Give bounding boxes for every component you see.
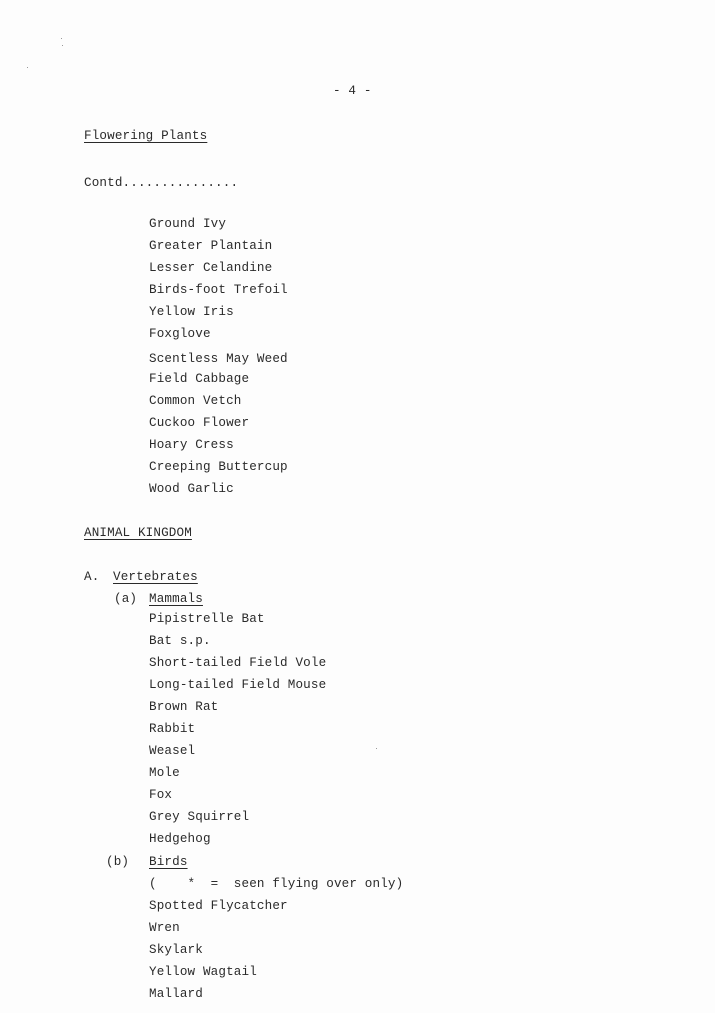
list-item: Bat s.p. bbox=[149, 634, 211, 648]
list-item: Mallard bbox=[149, 987, 203, 1001]
list-item: Creeping Buttercup bbox=[149, 460, 288, 474]
list-item: Scentless May Weed bbox=[149, 352, 288, 366]
list-item: Greater Plantain bbox=[149, 239, 273, 253]
list-item: Lesser Celandine bbox=[149, 261, 273, 275]
list-item: Field Cabbage bbox=[149, 372, 250, 386]
list-item: Hoary Cress bbox=[149, 438, 234, 452]
page-number: - 4 - bbox=[333, 84, 372, 98]
birds-heading: Birds bbox=[149, 855, 188, 869]
animal-kingdom-heading: ANIMAL KINGDOM bbox=[84, 526, 192, 540]
section-a-marker: A. bbox=[84, 570, 100, 584]
list-item: Spotted Flycatcher bbox=[149, 899, 288, 913]
list-item: Cuckoo Flower bbox=[149, 416, 250, 430]
mammals-marker: (a) bbox=[114, 592, 138, 606]
mammals-heading: Mammals bbox=[149, 592, 203, 606]
list-item: Fox bbox=[149, 788, 173, 802]
continued-label: Contd............... bbox=[84, 176, 239, 190]
birds-legend-note: ( * = seen flying over only) bbox=[149, 877, 404, 891]
scan-speck bbox=[27, 67, 28, 68]
list-item: Wren bbox=[149, 921, 180, 935]
list-item: Skylark bbox=[149, 943, 203, 957]
list-item: Yellow Wagtail bbox=[149, 965, 257, 979]
list-item: Wood Garlic bbox=[149, 482, 234, 496]
list-item: Grey Squirrel bbox=[149, 810, 250, 824]
birds-marker: (b) bbox=[106, 855, 130, 869]
list-item: Weasel bbox=[149, 744, 196, 758]
list-item: Mole bbox=[149, 766, 180, 780]
scan-speck bbox=[376, 748, 377, 749]
list-item: Yellow Iris bbox=[149, 305, 234, 319]
vertebrates-heading: Vertebrates bbox=[113, 570, 198, 584]
list-item: Foxglove bbox=[149, 327, 211, 341]
list-item: Long-tailed Field Mouse bbox=[149, 678, 327, 692]
list-item: Common Vetch bbox=[149, 394, 242, 408]
flowering-plants-heading: Flowering Plants bbox=[84, 129, 208, 143]
list-item: Rabbit bbox=[149, 722, 196, 736]
list-item: Birds-foot Trefoil bbox=[149, 283, 288, 297]
scan-speck bbox=[61, 38, 62, 39]
list-item: Short-tailed Field Vole bbox=[149, 656, 327, 670]
list-item: Ground Ivy bbox=[149, 217, 227, 231]
list-item: Pipistrelle Bat bbox=[149, 612, 265, 626]
scan-speck bbox=[62, 45, 63, 46]
list-item: Hedgehog bbox=[149, 832, 211, 846]
list-item: Brown Rat bbox=[149, 700, 219, 714]
